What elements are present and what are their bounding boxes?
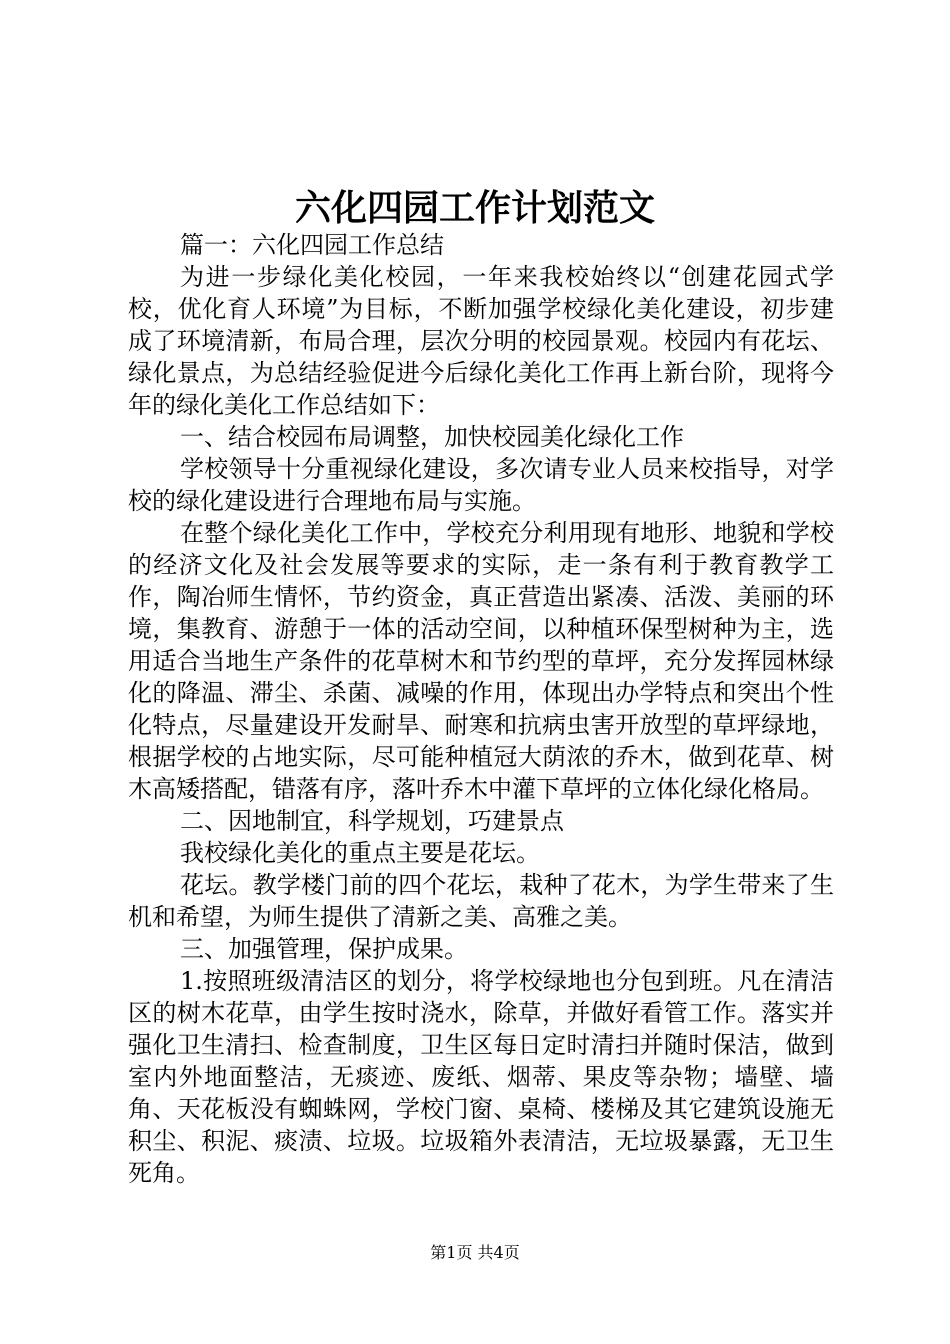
body-paragraph: 我校绿化美化的重点主要是花坛。 [180,839,540,867]
section-heading-two: 二、因地制宜，科学规划，巧建景点 [180,807,564,835]
body-paragraph: 1.按照班级清洁区的划分，将学校绿地也分包到班。凡在清洁区的树木花草，由学生按时浇水，除草，并做好看管工作。落实并强化卫生清扫、检查制度，卫生区每日定时清扫并随时保洁，做到室内外地面整洁，无痰迹、废纸、烟蒂、果皮等杂物；墙壁、墙角、天花板没有蜘蛛网，学校门窗、桌椅、楼梯及其它建筑设施无积尘、积泥、痰渍、垃圾。垃圾箱外表清洁，无垃圾暴露，无卫生死角。 [128,967,834,1187]
section-heading-part-one: 篇一：六化四园工作总结 [180,231,444,259]
section-heading-three: 三、加强管理，保护成果。 [180,935,468,963]
intro-paragraph: 为进一步绿化美化校园，一年来我校始终以“创建花园式学校，优化育人环境”为目标，不断加强学校绿化美化建设，初步建成了环境清新，布局合理，层次分明的校园景观。校园内有花坛、绿化景点，为总结经验促进今后绿化美化工作再上新台阶，现将今年的绿化美化工作总结如下： [128,263,834,419]
document-body [128,229,834,1189]
body-paragraph: 花坛。教学楼门前的四个花坛，栽种了花木，为学生带来了生机和希望，为师生提供了清新之美、高雅之美。 [128,871,834,931]
body-paragraph: 学校领导十分重视绿化建设，多次请专业人员来校指导，对学校的绿化建设进行合理地布局与实施。 [128,455,834,515]
body-paragraph: 在整个绿化美化工作中，学校充分利用现有地形、地貌和学校的经济文化及社会发展等要求的实际，走一条有利于教育教学工作，陶冶师生情怀，节约资金，真正营造出紧凑、活泼、美丽的环境，集教育、游憩于一体的活动空间，以种植环保型树种为主，选用适合当地生产条件的花草树木和节约型的草坪，充分发挥园林绿化的降温、滞尘、杀菌、减噪的作用，体现出办学特点和突出个性化特点，尽量建设开发耐旱、耐寒和抗病虫害开放型的草坪绿地，根据学校的占地实际，尽可能种植冠大荫浓的乔木，做到花草、树木高矮搭配，错落有序，落叶乔木中灌下草坪的立体化绿化格局。 [128,519,834,803]
page-number-footer: 第1页 共4页 [430,1243,520,1262]
document-title: 六化四园工作计划范文 [294,187,655,229]
section-heading-one: 一、结合校园布局调整，加快校园美化绿化工作 [180,423,684,451]
